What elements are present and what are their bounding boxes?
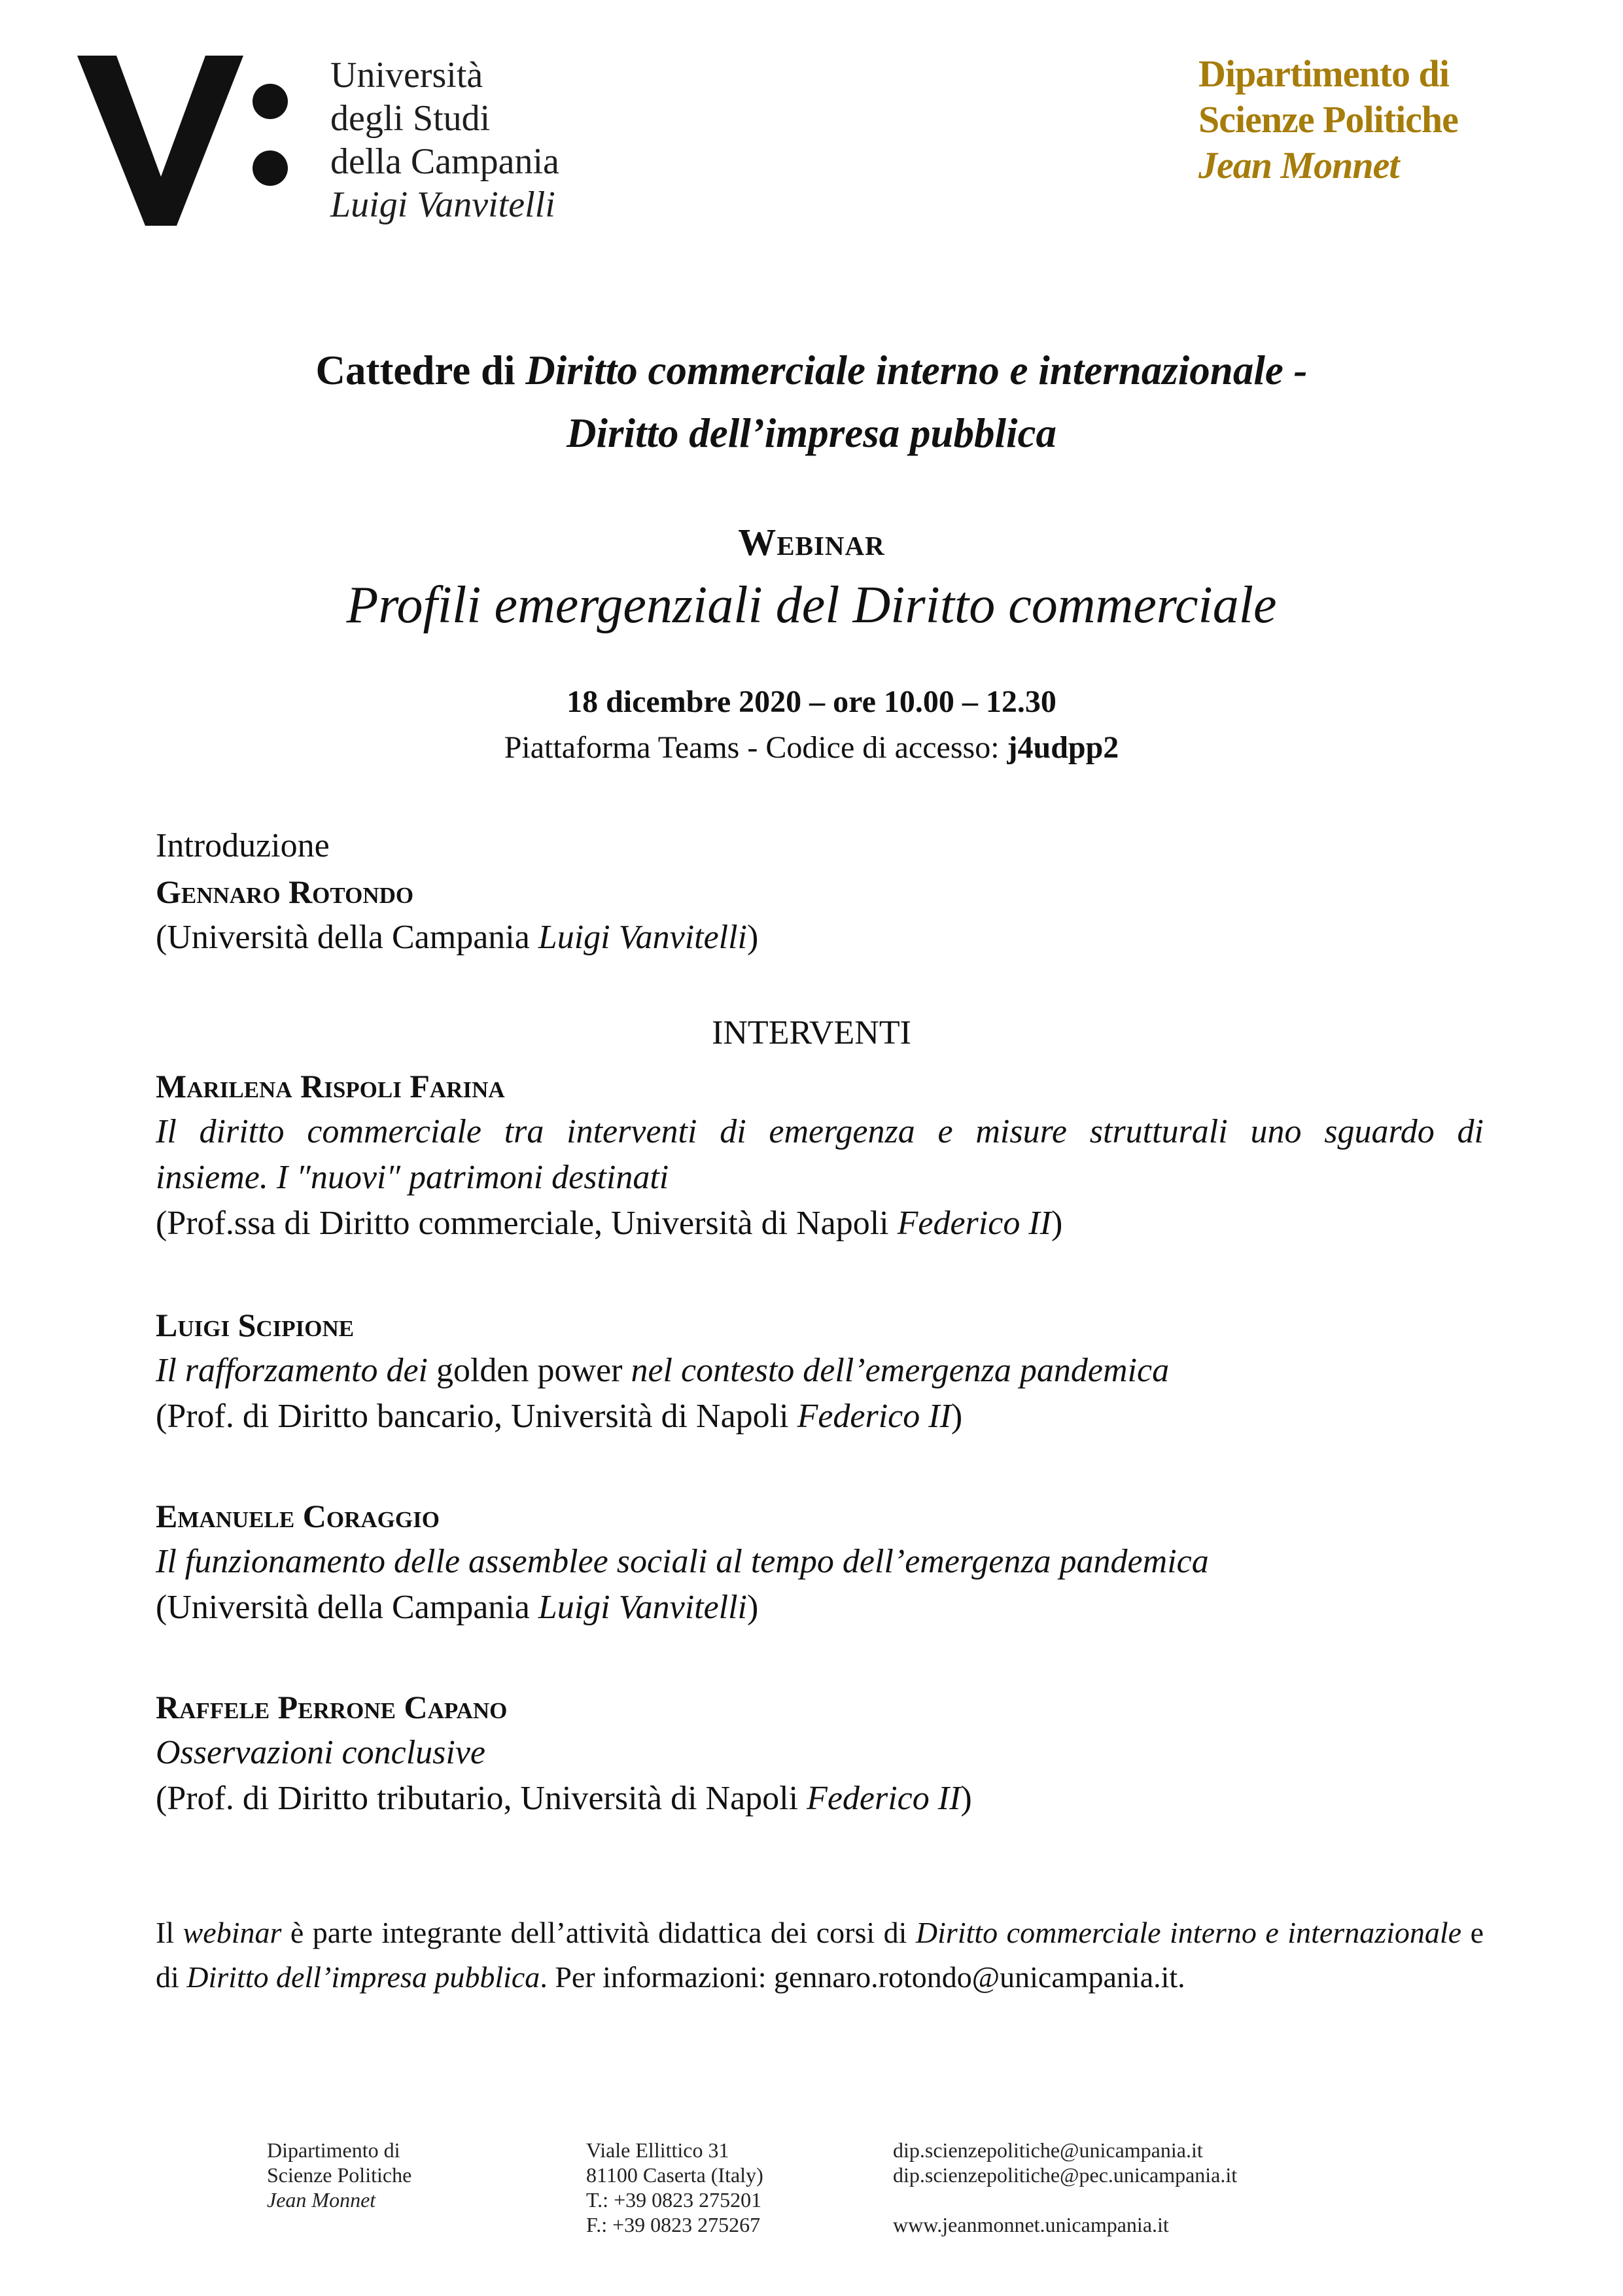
affiliation-italic: Federico II	[797, 1398, 951, 1435]
university-name-line1: Università	[330, 55, 483, 96]
footer-dept-line1: Dipartimento di	[267, 2138, 400, 2162]
footer-website-link[interactable]: www.jeanmonnet.unicampania.it	[893, 2213, 1169, 2236]
footer-fax: F.: +39 0823 275267	[586, 2213, 761, 2236]
talk-title-line1: Il diritto commerciale tra interventi di emergenza e misure strutturali uno sguardo di	[156, 1113, 1484, 1150]
note-italic: Diritto commerciale interno e internazionale	[915, 1916, 1462, 1949]
affiliation-close: )	[747, 1589, 759, 1626]
note-italic: Diritto dell’impresa pubblica	[186, 1960, 540, 1994]
affiliation-close: )	[960, 1780, 972, 1817]
talk-title: Il funzionamento delle assemblee sociali al tempo dell’emergenza pandemica	[156, 1543, 1209, 1580]
event-date: 18 dicembre 2020 – ore 10.00 – 12.30	[567, 684, 1056, 719]
footer-address	[586, 2138, 763, 2237]
platform-label: Piattaforma Teams - Codice di accesso:	[504, 730, 1007, 765]
university-name	[330, 54, 559, 226]
university-name-line3: della Campania	[330, 141, 559, 182]
footer-department	[267, 2138, 411, 2212]
talk-title-b: golden power	[436, 1352, 623, 1389]
introduction-affiliation	[156, 915, 1484, 961]
note-text: e di	[156, 1916, 1484, 1994]
note-italic: webinar	[183, 1916, 282, 1949]
affiliation-text: (Università della Campania	[156, 919, 538, 956]
university-name-line2: degli Studi	[330, 98, 491, 139]
speaker-block-3	[156, 1493, 1484, 1631]
speaker-name: Raffele Perrone Capano	[156, 1689, 508, 1725]
affiliation-italic: Luigi Vanvitelli	[538, 1589, 748, 1626]
department-name-line1: Dipartimento di	[1198, 52, 1449, 95]
speaker-name: Emanuele Coraggio	[156, 1498, 440, 1534]
talk-title: Osservazioni conclusive	[156, 1734, 486, 1771]
talk-title	[156, 1348, 1484, 1394]
university-logo-mark	[77, 56, 293, 226]
access-code: j4udpp2	[1007, 730, 1119, 765]
affiliation-text: (Prof.ssa di Diritto commerciale, Università di Napoli	[156, 1205, 898, 1242]
footer-email[interactable]: dip.scienzepolitiche@unicampania.it	[893, 2138, 1203, 2162]
university-name-line4: Luigi Vanvitelli	[330, 185, 555, 225]
introduction-section	[156, 823, 1484, 961]
affiliation-text: (Prof. di Diritto bancario, Università di Napoli	[156, 1398, 797, 1435]
talk-title-a: Il rafforzamento dei	[156, 1352, 436, 1389]
footer-address-line1: Viale Ellittico 31	[586, 2138, 729, 2162]
note-text: è parte integrante dell’attività didattica dei corsi di	[281, 1916, 916, 1949]
course-title-prefix: Cattedre di	[315, 347, 526, 393]
footer-phone: T.: +39 0823 275201	[586, 2188, 762, 2212]
note-text: . Per informazioni: gennaro.rotondo@unicampania.it.	[540, 1960, 1185, 1994]
speaker-block-4	[156, 1684, 1484, 1822]
speaker-block-2	[156, 1302, 1484, 1439]
speaker-affiliation	[156, 1585, 1484, 1631]
affiliation-close: )	[1051, 1205, 1063, 1242]
speaker-block-1	[156, 1063, 1484, 1246]
talk-title-line2: insieme. I ″nuovi″ patrimoni destinati	[156, 1159, 669, 1196]
speaker-name: Marilena Rispoli Farina	[156, 1068, 505, 1104]
footer-dept-line3: Jean Monnet	[267, 2188, 376, 2212]
footer-dept-line2: Scienze Politiche	[267, 2163, 412, 2187]
note-text: Il	[156, 1916, 183, 1949]
footer-contacts	[893, 2138, 1237, 2237]
department-name	[1198, 51, 1458, 188]
affiliation-close: )	[747, 919, 759, 956]
affiliation-italic: Luigi Vanvitelli	[538, 919, 748, 956]
speaker-affiliation	[156, 1201, 1484, 1246]
department-name-line2: Scienze Politiche	[1198, 98, 1458, 141]
speaker-affiliation	[156, 1776, 1484, 1822]
department-name-line3: Jean Monnet	[1198, 144, 1399, 186]
affiliation-text: (Università della Campania	[156, 1589, 538, 1626]
footer-pec-email[interactable]: dip.scienzepolitiche@pec.unicampania.it	[893, 2163, 1238, 2187]
speaker-name: Luigi Scipione	[156, 1307, 355, 1343]
introduction-speaker: Gennaro Rotondo	[156, 874, 414, 910]
introduction-label: Introduzione	[156, 827, 330, 864]
interventi-heading: INTERVENTI	[712, 1014, 911, 1051]
affiliation-text: (Prof. di Diritto tributario, Università di Napoli	[156, 1780, 807, 1817]
talk-title-c: nel contesto dell’emergenza pandemica	[622, 1352, 1170, 1389]
webinar-note	[156, 1911, 1484, 2000]
event-platform	[0, 730, 1623, 766]
course-title	[0, 339, 1623, 465]
webinar-tag: Webinar	[738, 521, 885, 563]
affiliation-italic: Federico II	[897, 1205, 1051, 1242]
affiliation-close: )	[951, 1398, 963, 1435]
webinar-title: Profili emergenziali del Diritto commerciale	[346, 576, 1277, 634]
speaker-affiliation	[156, 1394, 1484, 1439]
course-title-first: Diritto commerciale interno e internazionale -	[525, 347, 1308, 393]
course-title-second: Diritto dell’impresa pubblica	[567, 410, 1056, 456]
affiliation-italic: Federico II	[807, 1780, 961, 1817]
footer-address-line2: 81100 Caserta (Italy)	[586, 2163, 763, 2187]
